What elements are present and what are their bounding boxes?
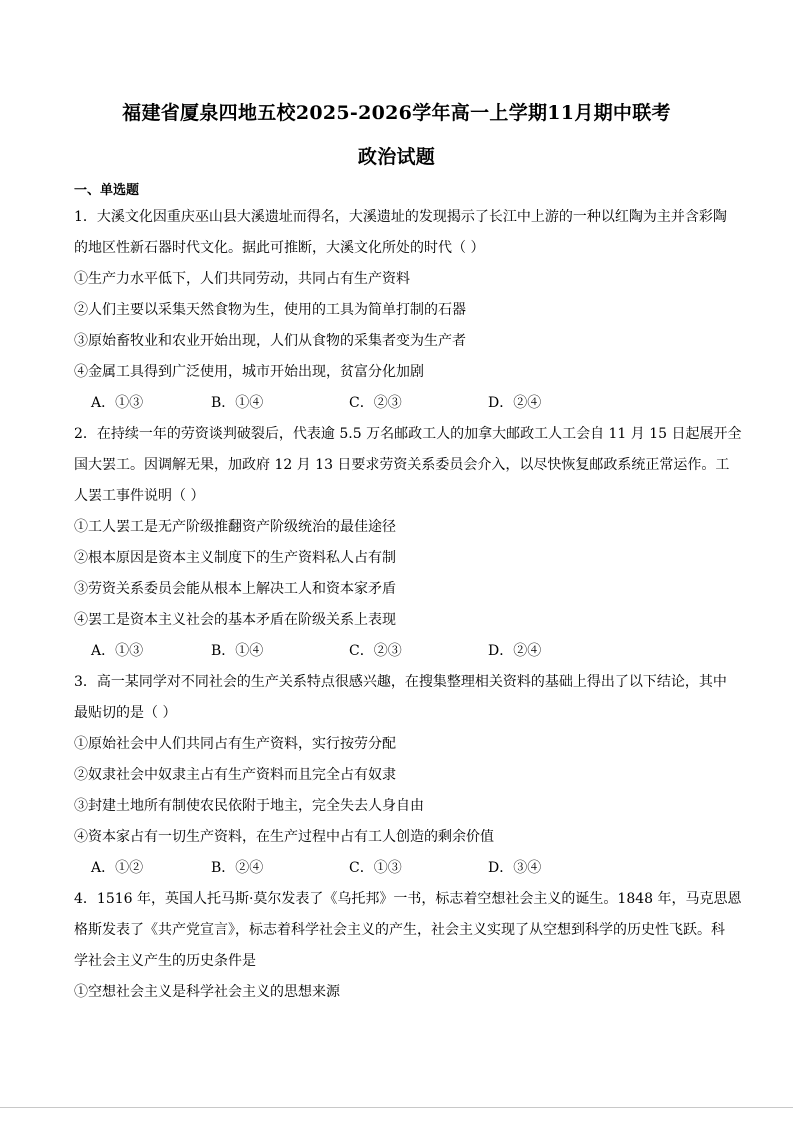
question-stem-line: 2．在持续一年的劳资谈判破裂后，代表逾 5.5 万名邮政工人的加拿大邮政工人工会自 11 月 15 日起展开全 [74, 426, 742, 442]
question-2 [74, 419, 742, 667]
option-d: D．②④ [488, 643, 542, 659]
section-heading: 一、单选题 [74, 183, 140, 198]
question-stem-line: 最贴切的是（ ） [74, 705, 177, 721]
option-c: C．①③ [349, 860, 402, 876]
option-a: A．①③ [91, 643, 144, 659]
question-statement: ②人们主要以采集天然食物为生，使用的工具为简单打制的石器 [74, 302, 466, 318]
answer-options [74, 853, 724, 884]
question-stem-line: 的地区性新石器时代文化。据此可推断，大溪文化所处的时代（ ） [74, 240, 485, 256]
option-c: C．②③ [349, 643, 402, 659]
question-statement: ①生产力水平低下，人们共同劳动，共同占有生产资料 [74, 271, 410, 287]
answer-options [74, 388, 724, 419]
option-a: A．①② [91, 860, 144, 876]
option-d: D．②④ [488, 395, 542, 411]
question-stem-line: 学社会主义产生的历史条件是 [74, 953, 256, 969]
question-1 [74, 202, 727, 419]
option-d: D．③④ [488, 860, 542, 876]
question-stem-line: 3．高一某同学对不同社会的生产关系特点很感兴趣，在搜集整理相关资料的基础上得出了以下结论，其中 [74, 674, 727, 690]
page-title: 福建省厦泉四地五校2025-2026学年高一上学期11月期中联考 [122, 102, 671, 124]
question-list [74, 202, 742, 1008]
question-statement: ③封建土地所有制使农民依附于地主，完全失去人身自由 [74, 798, 424, 814]
question-stem-line: 4．1516 年，英国人托马斯·莫尔发表了《乌托邦》一书，标志着空想社会主义的诞生。1848 年，马克思恩 [74, 891, 742, 907]
option-c: C．②③ [349, 395, 402, 411]
answer-options [74, 636, 724, 667]
question-stem-line: 格斯发表了《共产党宣言》，标志着科学社会主义的产生，社会主义实现了从空想到科学的历史性飞跃。科 [74, 922, 725, 938]
question-stem-line: 1．大溪文化因重庆巫山县大溪遗址而得名，大溪遗址的发现揭示了长江中上游的一种以红陶为主并含彩陶 [74, 209, 727, 225]
question-statement: ②奴隶社会中奴隶主占有生产资料而且完全占有奴隶 [74, 767, 396, 783]
question-statement: ①原始社会中人们共同占有生产资料，实行按劳分配 [74, 736, 396, 752]
question-3 [74, 667, 727, 884]
question-stem-line: 人罢工事件说明（ ） [74, 488, 205, 504]
question-stem-line: 国大罢工。因调解无果，加政府 12 月 13 日要求劳资关系委员会介入，以尽快恢复邮政系统正常运作。工 [74, 457, 730, 473]
option-a: A．①③ [91, 395, 144, 411]
question-statement: ①空想社会主义是科学社会主义的思想来源 [74, 984, 340, 1000]
page-bottom-divider [0, 1107, 793, 1108]
question-statement: ④金属工具得到广泛使用，城市开始出现，贫富分化加剧 [74, 364, 424, 380]
question-statement: ④罢工是资本主义社会的基本矛盾在阶级关系上表现 [74, 612, 396, 628]
option-b: B．②④ [211, 860, 264, 876]
option-b: B．①④ [211, 395, 264, 411]
question-statement: ②根本原因是资本主义制度下的生产资料私人占有制 [74, 550, 396, 566]
question-statement: ③原始畜牧业和农业开始出现，人们从食物的采集者变为生产者 [74, 333, 466, 349]
question-statement: ①工人罢工是无产阶级推翻资产阶级统治的最佳途径 [74, 519, 396, 535]
question-statement: ④资本家占有一切生产资料，在生产过程中占有工人创造的剩余价值 [74, 829, 494, 845]
question-4 [74, 884, 742, 1008]
question-statement: ③劳资关系委员会能从根本上解决工人和资本家矛盾 [74, 581, 396, 597]
option-b: B．①④ [211, 643, 264, 659]
page-subtitle: 政治试题 [357, 146, 436, 168]
